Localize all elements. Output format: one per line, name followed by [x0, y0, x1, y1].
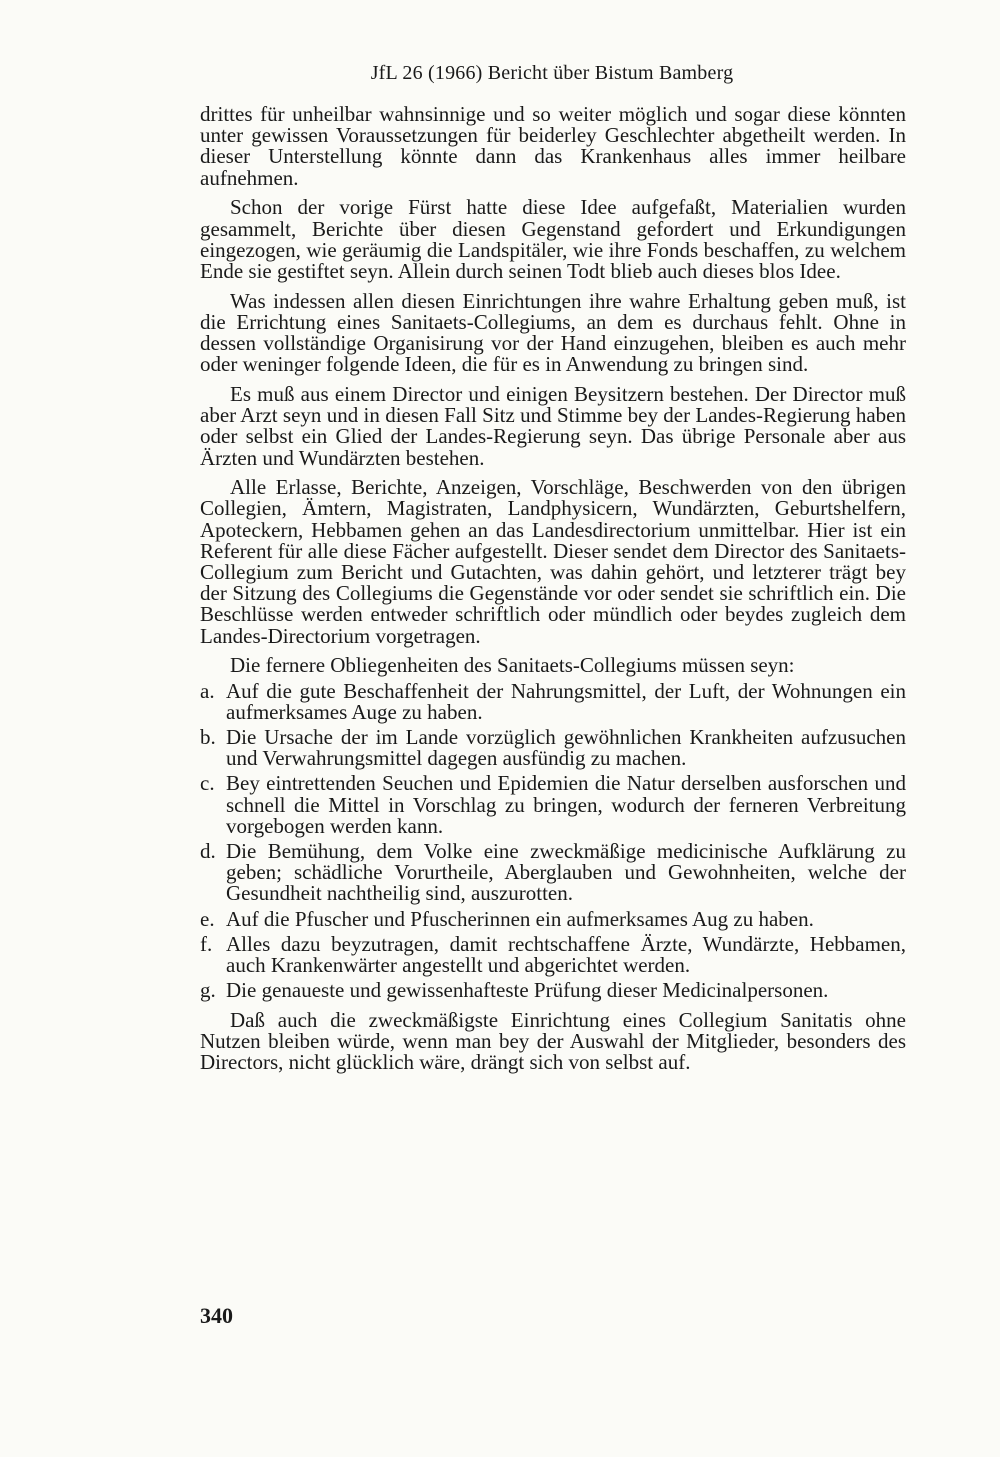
- list-item: [200, 773, 906, 837]
- list-item-text: Die Ursache der im Lande vorzüglich gewöhnlichen Krankheiten aufzusuchen und Verwahrungsmittel dagegen ausfündig zu machen.: [226, 724, 906, 771]
- paragraph: Was indessen allen diesen Einrichtungen ihre wahre Erhaltung geben muß, ist die Errichtung eines Sanitaets-Collegiums, an dem es durchaus fehlt. Ohne in dessen vollständige Organisirung vor der Hand einzugehen, bleiben es auch mehr oder weninger folgende Ideen, die für es in Anwendung zu bringen sind.: [200, 288, 906, 377]
- list-marker: e.: [200, 906, 215, 931]
- list-marker: d.: [200, 839, 216, 863]
- duties-list: [200, 678, 906, 1003]
- list-marker: g.: [200, 978, 216, 1003]
- list-item: [200, 678, 906, 724]
- list-item: [200, 724, 906, 771]
- list-item-text: Die genaueste und gewissenhafteste Prüfung dieser Medicinalpersonen.: [226, 978, 829, 1003]
- list-item: [200, 906, 906, 931]
- list-marker: c.: [200, 771, 215, 796]
- list-marker: b.: [200, 724, 216, 749]
- list-item-text: Die Bemühung, dem Volke eine zweckmäßige medicinische Aufklärung zu geben; schädliche Vorurtheile, Aberglauben und Gewohnheiten, welche der Gesundheit nachtheilig sind, auszurotten.: [226, 839, 906, 906]
- list-marker: a.: [200, 678, 215, 703]
- page-number: 340: [200, 1303, 233, 1328]
- body-text: [200, 104, 906, 1082]
- paragraph: Es muß aus einem Director und einigen Beysitzern bestehen. Der Director muß aber Arzt seyn und in diesen Fall Sitz und Stimme bey der Landes-Regierung haben oder selbst ein Glied der Landes-Regierung seyn. Das übrige Personale aber aus Ärzten und Wundärzten bestehen.: [200, 381, 906, 470]
- list-item: [200, 980, 906, 1001]
- running-head: JfL 26 (1966) Bericht über Bistum Bamberg: [370, 62, 734, 84]
- paragraph: Schon der vorige Fürst hatte diese Idee aufgefaßt, Materialien wurden gesammelt, Berichte über diesen Gegenstand gefordert und Erkundigungen eingezogen, wie geräumig die Landspitäler, wie ihre Fonds beschaffen, zu welchem Ende sie gestiftet seyn. Allein durch seinen Todt blieb auch dieses blos Idee.: [200, 195, 906, 283]
- list-marker: f.: [200, 931, 213, 956]
- list-intro: Die fernere Obliegenheiten des Sanitaets-Collegiums müssen seyn:: [230, 653, 795, 678]
- list-item-text: Auf die Pfuscher und Pfuscherinnen ein aufmerksames Aug zu haben.: [226, 906, 814, 931]
- list-item: [200, 931, 906, 978]
- paragraph: drittes für unheilbar wahnsinnige und so weiter möglich und sogar diese könnten unter gewissen Voraussetzungen für beiderley Geschlechter abgetheilt werden. In dieser Unterstellung könnte dann das Krankenhaus alles immer heilbare aufnehmen.: [200, 102, 906, 190]
- list-item-text: Bey eintrettenden Seuchen und Epidemien die Natur derselben ausforschen und schnell die Mittel in Vorschlag zu bringen, wodurch der ferneren Verbreitung vorgebogen werden kann.: [226, 771, 906, 838]
- list-item-text: Auf die gute Beschaffenheit der Nahrungsmittel, der Luft, der Wohnungen ein aufmerksames Auge zu haben.: [226, 678, 906, 724]
- closing-paragraph: Daß auch die zweckmäßigste Einrichtung eines Collegium Sanitatis ohne Nutzen bleiben würde, wenn man bey der Auswahl der Mitglieder, besonders des Directors, nicht glücklich wäre, drängt sich von selbst auf.: [200, 1007, 906, 1075]
- list-item-text: Alles dazu beyzutragen, damit rechtschaffene Ärzte, Wundärzte, Hebbamen, auch Krankenwärter angestellt und abgerichtet werden.: [226, 931, 906, 978]
- paragraph: Alle Erlasse, Berichte, Anzeigen, Vorschläge, Beschwerden von den übrigen Collegien, Ämtern, Magistraten, Landphysicern, Wundärzten, Geburtshelfern, Apoteckern, Hebbamen gehen an das Landesdirectorium unmittelbar. Hier ist ein Referent für alle diese Fächer aufgestellt. Dieser sendet dem Director des Sanitaets-Collegium zum Bericht und Gutachten, was dahin gehört, und letzterer trägt bey der Sitzung des Collegiums die Gegenstände vor oder sendet sie schriftlich ein. Die Beschlüsse werden entweder schriftlich oder mündlich oder beydes zugleich dem Landes-Directorium vorgetragen.: [200, 475, 906, 648]
- list-item: [200, 841, 906, 905]
